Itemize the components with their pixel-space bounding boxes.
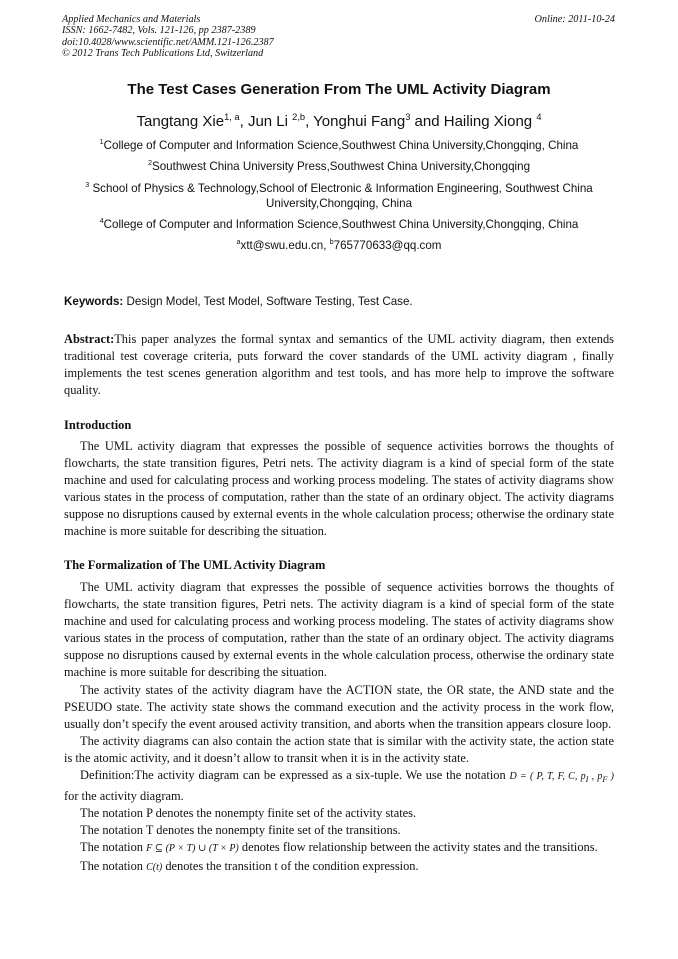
paragraph: The activity states of the activity diagram have the ACTION state, the OR state, the AND state and the PSEUDO state. The activity state shows the command execution and the activity process in the work flow, usually don’t specify the event aroused activity transition, and aborts when the transition appears closure loop. [64, 682, 614, 731]
author-sup: 3 [405, 112, 411, 122]
paragraph: The notation P denotes the nonempty finite set of the activity states. [80, 806, 417, 821]
section-heading-formalization: The Formalization of The UML Activity Diagram [64, 558, 326, 572]
affiliation-text: College of Computer and Information Science,Southwest China University,Chongqing, China [103, 139, 579, 152]
six-tuple-formula [509, 771, 615, 785]
author-list [40, 112, 638, 132]
introduction-body [64, 438, 614, 541]
definition-text: Definition:The activity diagram can be expressed as a six-tuple. We use the notation [80, 768, 506, 783]
paragraph: The activity diagrams can also contain the action state that is similar with the activity state, the action state is the atomic activity, and it doesn’t allow to transit when it is in the activity state. [64, 733, 614, 765]
affiliation-4 [50, 217, 628, 232]
formalization-body [64, 579, 614, 876]
author-name: Hailing Xiong [443, 113, 533, 130]
online-date: Online: 2011-10-24 [534, 14, 615, 25]
journal-name: Applied Mechanics and Materials [62, 14, 201, 25]
author-separator: and [414, 113, 444, 130]
journal-header [62, 14, 615, 60]
formula-subscript: F [602, 775, 608, 785]
email-sup: a [236, 237, 241, 247]
paragraph: The UML activity diagram that expresses the possible of sequence activities borrows the thoughts of flowcharts, the state transition figures, Petri nets. The activity diagram is a kind of special form of the state machine and used for calculating process and working process modeling. The states of activity diagrams show various states in the process of computation, rather than the state of an ordinary object. The activity diagrams suppose no disruptions caused by external events in the whole calculation process, otherwise the ordinary state machine is more suitable for describing the situation. [64, 580, 614, 680]
paragraph: The UML activity diagram that expresses the possible of sequence activities borrows the thoughts of flowcharts, the state transition figures, Petri nets. The activity diagram is a kind of special form of the state machine and used for calculating process and working process modeling. The states of activity diagrams show various states in the process of computation, rather than the state of an ordinary object. The activity diagrams suppose no disruptions caused by external events in the whole calculation process; otherwise the ordinary state machine is more suitable for describing the situation. [64, 439, 614, 539]
paragraph [64, 839, 614, 857]
author-sup: 1, a [224, 112, 240, 122]
doi-line: doi:10.4028/www.scientific.net/AMM.121-126.2387 [62, 36, 274, 48]
affiliation-text: School of Physics & Technology,School of Electronic & Information Engineering, Southwest China University,Chongqing, China [89, 182, 593, 210]
email-address[interactable]: xtt@swu.edu.cn, [240, 239, 330, 252]
condition-formula: C(t) [146, 861, 163, 873]
notation-text: denotes flow relationship between the activity states and the transitions. [241, 840, 598, 855]
formula-part: ) [607, 771, 615, 783]
keywords-text: Design Model, Test Model, Software Testing, Test Case. [123, 295, 413, 308]
paragraph [64, 767, 614, 805]
notation-text: The notation [80, 858, 143, 873]
author-separator: , [305, 113, 314, 130]
keywords-label: Keywords: [64, 295, 124, 308]
notation-text: The notation [80, 840, 143, 855]
author-name: Yonghui Fang [313, 113, 406, 130]
affiliation-2 [50, 159, 628, 174]
affiliation-sup: 1 [99, 137, 104, 147]
affiliation-1 [50, 138, 628, 153]
affiliation-3 [50, 181, 628, 211]
abstract [64, 331, 614, 399]
affiliation-sup: 4 [99, 216, 104, 226]
affiliation-sup: 3 [85, 180, 90, 190]
author-sup: 4 [536, 112, 542, 122]
formula-part: , p [588, 771, 603, 783]
notation-text: denotes the transition t of the condition expression. [165, 858, 419, 873]
paragraph: The notation T denotes the nonempty finite set of the transitions. [80, 823, 401, 838]
keywords [64, 294, 624, 309]
formula-subscript: I [585, 775, 589, 785]
affiliation-sup: 2 [147, 158, 152, 168]
email-address[interactable]: 765770633@qq.com [333, 239, 442, 252]
abstract-text: This paper analyzes the formal syntax and semantics of the UML activity diagram, then extends traditional test coverage criteria, puts forward the cover standards of the UML activity diagram , finally implements the test scenes generation algorithm and test tools, and has more help to improve the software quality. [64, 332, 614, 398]
flow-relation-formula: F ⊆ (P × T) ∪ (T × P) [146, 843, 239, 855]
definition-tail: for the activity diagram. [64, 789, 184, 804]
author-sup: 2,b [292, 112, 306, 122]
copyright-line: © 2012 Trans Tech Publications Ltd, Switzerland [62, 48, 264, 60]
section-heading-introduction: Introduction [64, 418, 132, 432]
affiliation-text: Southwest China University Press,Southwest China University,Chongqing [151, 160, 531, 173]
author-separator: , [239, 113, 248, 130]
abstract-label: Abstract: [64, 332, 115, 346]
formula-part: D = ( P, T, F, C, p [509, 771, 586, 783]
issn-line: ISSN: 1662-7482, Vols. 121-126, pp 2387-2389 [62, 25, 256, 37]
paragraph [64, 858, 614, 876]
paper-title: The Test Cases Generation From The UML Activity Diagram [127, 81, 551, 98]
affiliation-text: College of Computer and Information Science,Southwest China University,Chongqing, China [103, 218, 579, 231]
author-name: Jun Li [247, 113, 288, 130]
email-sup: b [329, 237, 334, 247]
author-name: Tangtang Xie [136, 113, 225, 130]
email-line [50, 238, 628, 253]
